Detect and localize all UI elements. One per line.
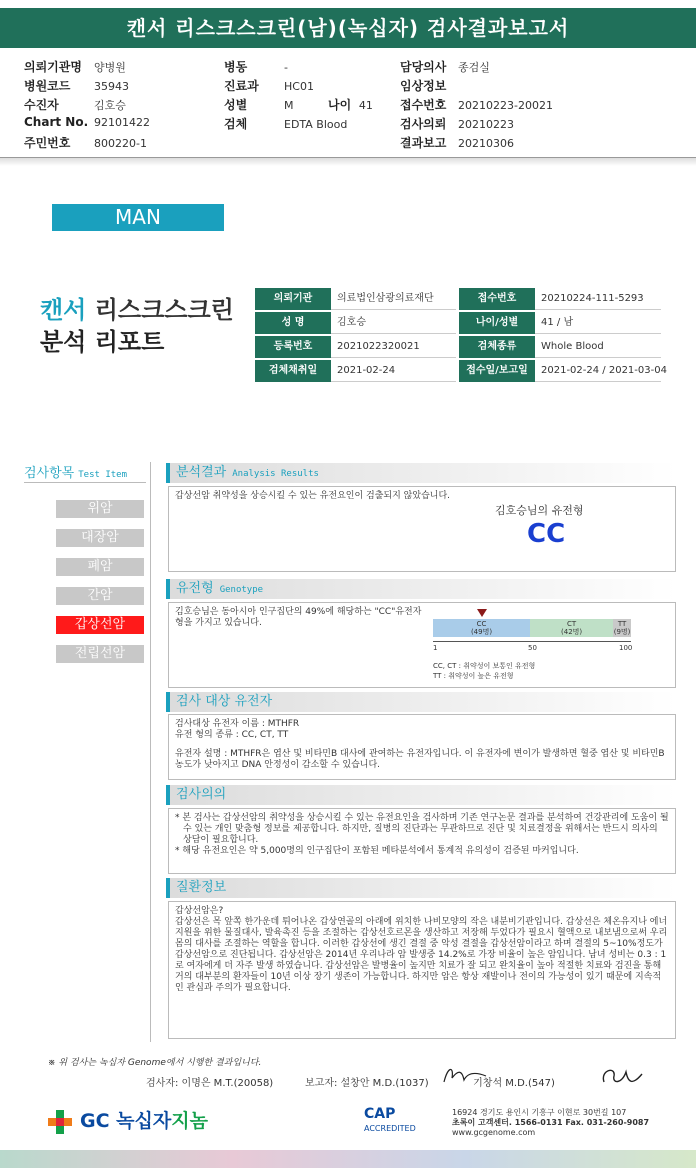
gc-logo-gc: GC (80, 1110, 110, 1132)
sidebar-vertical-divider (150, 462, 151, 1042)
patient-field-label: 등록번호 (255, 336, 331, 358)
gc-cross-icon (46, 1108, 74, 1136)
genotype-chart (433, 609, 633, 659)
age-label: 나이 (328, 98, 352, 112)
gender-badge: MAN (52, 204, 224, 231)
disease-question: 갑상선암은? (175, 906, 224, 916)
header-field (400, 58, 490, 75)
address-line2: 초록이 고객센터. 1566-0131 Fax. 031-260-9087 (452, 1118, 650, 1127)
sidebar-item[interactable]: 전립선암 (56, 645, 144, 663)
genotype-bar-tt (613, 619, 631, 637)
cap-logo: CAP (364, 1106, 396, 1122)
genotype-bar-cc (433, 619, 530, 637)
genotype-bar-ct (530, 619, 613, 637)
gene-name: 검사대상 유전자 이름 : MTHFR (175, 719, 300, 729)
header-field (24, 58, 126, 75)
gene-description: 유전자 설명 : MTHFR은 엽산 및 비타민B 대사에 관여하는 유전자입니다. 이 유전자에 변이가 발생하면 혈중 엽산 및 비타민B 농도가 낮아지고 DNA 안정성이 감소할 수 있습니다. (175, 749, 665, 770)
analysis-box (168, 486, 676, 572)
header-field (400, 134, 514, 151)
patient-field-label: 접수번호 (459, 288, 535, 310)
genotype-bar-label: CC (476, 620, 487, 628)
section-disease-title: 질환정보 (176, 880, 227, 895)
opinion-item-2: 해당 유전요인은 약 5,000명의 인구집단이 포함된 메타분석에서 통계적 유의성이 검증된 마커입니다. (182, 846, 579, 856)
age-value: 41 (358, 99, 373, 112)
opinion-box: * 본 검사는 갑상선암의 취약성을 상승시킬 수 있는 유전요인을 검사하며 기존 연구논문 결과를 분석하여 건강관리에 도움이 될 수 있는 개인 맞춤형 정보를 제공합니다. 하지만, 질병의 진단과는 무관하므로 진단 및 치료결정을 위해서는 반드시 의사의 상담이 필요합니다. * 해당 유전요인은 약 5,000명의 인구집단이 포함된 메타분석에서 통계적 유의성이 검증된 마커입니다. (168, 808, 676, 874)
analysis-text: 갑상선암 취약성을 상승시킬 수 있는 유전요인이 검출되지 않았습니다. (175, 491, 451, 501)
signature-2 (598, 1064, 644, 1090)
header-field-label: 병원코드 (24, 79, 71, 93)
address-line1: 16924 경기도 용인시 기흥구 이현로 30번길 107 (452, 1108, 627, 1117)
section-gene-title: 검사 대상 유전자 (176, 694, 273, 709)
patient-field-value: Whole Blood (535, 336, 661, 358)
header-field-label: 임상정보 (400, 79, 447, 93)
report-heading (40, 290, 234, 325)
sidebar-item[interactable]: 간암 (56, 587, 144, 605)
genotype-bar-count: (49명) (470, 628, 493, 636)
header-field (224, 96, 294, 113)
age-field (328, 96, 373, 113)
gene-box (168, 714, 676, 780)
gc-logo-name2: 지놈 (171, 1110, 208, 1132)
header-field (224, 115, 347, 132)
header-field (400, 115, 514, 132)
header-field-label: Chart No. (24, 115, 89, 129)
header-field (24, 77, 129, 94)
header-field-value: - (284, 61, 288, 74)
bottom-strip (0, 1150, 696, 1168)
disease-box (168, 901, 676, 1039)
gc-logo (80, 1106, 208, 1133)
header-field (24, 96, 126, 113)
header-field-label: 주민번호 (24, 136, 71, 150)
header-field-value: 35943 (94, 80, 129, 93)
section-opinion-title: 검사의의 (176, 787, 227, 802)
section-genotype-title: 유전형 (176, 581, 214, 596)
patient-field-value: 2021-02-24 (331, 360, 456, 382)
sidebar-item[interactable]: 위암 (56, 500, 144, 518)
sidebar-divider (24, 482, 146, 483)
header-field-label: 결과보고 (400, 136, 447, 150)
genotype-legend-1: CC, CT : 취약성이 보통인 유전형 (433, 662, 536, 670)
genotype-caption: 김호승님의 유전형 (495, 504, 584, 517)
header-field-value: HC01 (284, 80, 314, 93)
genotype-text: 김호승님은 동아시아 인구집단의 49%에 해당하는 "CC"유전자형을 가지고 있습니다. (175, 607, 422, 628)
gc-logo-name1: 녹십자 (116, 1110, 172, 1132)
section-analysis-title-en: Analysis Results (232, 469, 319, 479)
header-field-value: 김호승 (94, 99, 126, 112)
patient-field-label: 검체종류 (459, 336, 535, 358)
signature-1 (440, 1064, 490, 1088)
opinion-item-1: 본 검사는 갑상선암의 취약성을 상승시킬 수 있는 유전요인을 검사하며 기존 연구논문 결과를 분석하여 건강관리에 도움이 될 수 있는 개인 맞춤형 정보를 제공합니다. 하지만, 질병의 진단과는 무관하므로 진단 및 치료결정을 위해서는 반드시 의사의 상담이 필요합니다. (182, 813, 669, 845)
genotype-result: CC (527, 519, 566, 549)
genotype-tick: 1 (433, 644, 438, 652)
header-field-label: 진료과 (224, 79, 259, 93)
header-divider (0, 158, 696, 166)
section-opinion-header (166, 785, 676, 805)
section-disease-header (166, 878, 676, 898)
header-field-label: 담당의사 (400, 60, 447, 74)
report-title: 캔서 리스크스크린(남)(녹십자) 검사결과보고서 (0, 8, 696, 48)
header-field-label: 검사의뢰 (400, 117, 447, 131)
header-field-value: EDTA Blood (284, 118, 348, 131)
header-field (24, 134, 147, 151)
section-gene-header (166, 692, 676, 712)
section-genotype-title-en: Genotype (219, 585, 264, 595)
header-field-label: 병동 (224, 60, 248, 74)
genotype-bar-count: (9명) (613, 628, 631, 636)
header-field-value: M (284, 99, 294, 112)
patient-field-label: 성 명 (255, 312, 331, 334)
header-field-label: 의뢰기관명 (24, 60, 82, 74)
address (452, 1108, 649, 1138)
genotype-axis (433, 641, 631, 642)
genotype-box (168, 602, 676, 688)
header-field-value: 양병원 (94, 61, 126, 74)
sidebar-title-en: Test Item (78, 470, 128, 480)
gene-types: 유전 형의 종류 : CC, CT, TT (175, 730, 289, 740)
header-field-label: 접수번호 (400, 98, 447, 112)
report-heading-rest: 리스크스크린 (94, 296, 234, 324)
header-field (224, 58, 288, 75)
section-analysis-header (166, 463, 676, 483)
patient-field-label: 나이/성별 (459, 312, 535, 334)
patient-field-label: 검체채취일 (255, 360, 331, 382)
header-field-value: 20210223 (458, 118, 514, 131)
disease-text: 갑상선은 목 앞쪽 한가운데 튀어나온 갑상연골의 아래에 위치한 나비모양의 작은 내분비기관입니다. 갑상선은 체온유지나 에너지원을 위한 물질대사, 발육촉진 등을 조절하는 갑상선호르몬을 생산하고 저장해 두었다가 필요시 혈액으로 내보냄으로써 우리몸의 대사를 조절하는 역할을 합니다. 이러한 갑상선에 생긴 결절 중 악성 결절을 갑상선암이라고 하며 결절의 5~10%정도가 갑상선암으로 진단됩니다. 갑상선암은 2014년 우리나라 암 발생중 14.2%로 가장 비율이 높은 암입니다. 남녀 성비는 0.3 : 1로 여자에게 더 자주 발생 하였습니다. 갑상선암은 발병율이 높지만 치료가 잘 되고 완치율이 높아 적절한 치료와 검진을 통해 거의 대부분의 환자들이 10년 이상 장기 생존이 가능합니다. 하지만 암은 항상 재발이나 전이의 가능성이 있기 때문에 지속적인 관심과 주의가 필요합니다. (175, 917, 668, 993)
header-field-value: 800220-1 (94, 137, 147, 150)
report-heading-accent: 캔서 (40, 296, 87, 324)
header-field-label: 성별 (224, 98, 248, 112)
patient-field-label: 접수일/보고일 (459, 360, 535, 382)
footnote: ※ 위 검사는 녹십자 Genome에서 시행한 결과입니다. (48, 1058, 262, 1068)
sidebar-item[interactable]: 폐암 (56, 558, 144, 576)
report-subheading: 분석 리포트 (40, 328, 165, 356)
patient-field-value: 20210224-111-5293 (535, 288, 661, 310)
genotype-tick: 50 (528, 644, 537, 652)
header-field-value: 92101422 (94, 116, 150, 129)
patient-field-value: 2021-02-24 / 2021-03-04 (535, 360, 661, 382)
genotype-bar-count: (42명) (561, 628, 583, 636)
patient-field-label: 의뢰기관 (255, 288, 331, 310)
patient-field-value: 의료법인삼광의료재단 (331, 288, 456, 310)
header-field-value: 종검실 (458, 61, 490, 74)
header-field (400, 96, 553, 113)
header-field-label: 검체 (224, 117, 248, 131)
genotype-bar-label: TT (617, 620, 627, 628)
sidebar-title (24, 462, 127, 481)
sidebar-item[interactable]: 대장암 (56, 529, 144, 547)
header-field-value: 20210223-20021 (458, 99, 553, 112)
signers: 검사자: 이명은 M.T.(20058) 보고자: 설창안 M.D.(1037) 기창석 M.D.(547) (146, 1078, 555, 1089)
header-field (24, 115, 150, 129)
header-field-value: 20210306 (458, 137, 514, 150)
genotype-bar-label: CT (567, 620, 577, 628)
sidebar-title-ko: 검사항목 (24, 466, 75, 481)
genotype-legend-2: TT : 취약성이 높은 유전형 (433, 672, 514, 680)
cap-subtitle: ACCREDITED (364, 1124, 416, 1133)
header-field (224, 77, 314, 94)
section-genotype-header (166, 579, 676, 599)
header-field (400, 77, 458, 94)
patient-field-value: 2021022320021 (331, 336, 456, 358)
sidebar-item[interactable]: 갑상선암 (56, 616, 144, 634)
genotype-tick: 100 (619, 644, 633, 652)
patient-field-value: 41 / 남 (535, 312, 661, 334)
genotype-marker (477, 609, 487, 617)
header-field-label: 수진자 (24, 98, 59, 112)
header-info (0, 50, 696, 158)
patient-field-value: 김호승 (331, 312, 456, 334)
section-analysis-title: 분석결과 (176, 465, 227, 480)
address-line3: www.gcgenome.com (452, 1128, 536, 1137)
